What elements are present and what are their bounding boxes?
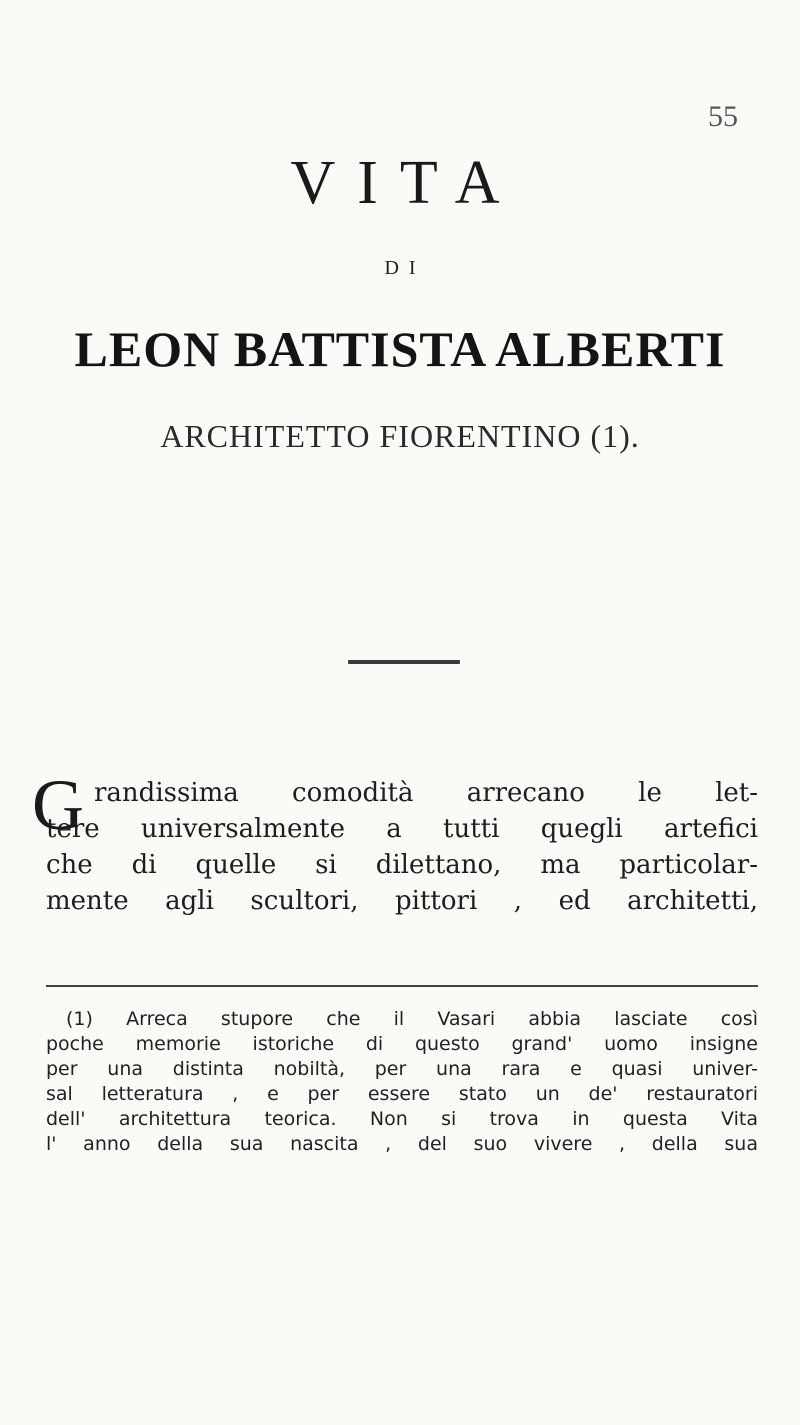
body-line: randissima comodità arrecano le let- [94,778,758,808]
body-line: tere universalmente a tutti quegli artefici [46,814,758,844]
body-line: che di quelle si dilettano, ma particolar- [46,850,758,880]
title-name: LEON BATTISTA ALBERTI [74,321,726,377]
footnote-line: (1) Arreca stupore che il Vasari abbia lasciate così [66,1008,758,1030]
title-vita: VITA [290,149,522,217]
footnote-separator-rule [46,985,758,987]
drop-cap: G [32,765,84,845]
title-di: DI [384,257,426,279]
page-number: 55 [708,100,738,133]
footnote [46,1007,758,1157]
body-line: mente agli scultori, pittori , ed architetti, [46,886,758,916]
body-paragraph [32,765,758,919]
footnote-line: sal letteratura , e per essere stato un de' restauratori [46,1083,758,1105]
footnote-line: per una distinta nobiltà, per una rara e quasi univer- [46,1058,758,1080]
ornamental-rule [348,660,460,664]
footnote-line: poche memorie istoriche di questo grand' uomo insigne [46,1033,758,1055]
title-subtitle: ARCHITETTO FIORENTINO (1). [160,418,640,454]
footnote-line: l' anno della sua nascita , del suo vivere , della sua [46,1133,758,1155]
footnote-line: dell' architettura teorica. Non si trova in questa Vita [46,1108,758,1130]
